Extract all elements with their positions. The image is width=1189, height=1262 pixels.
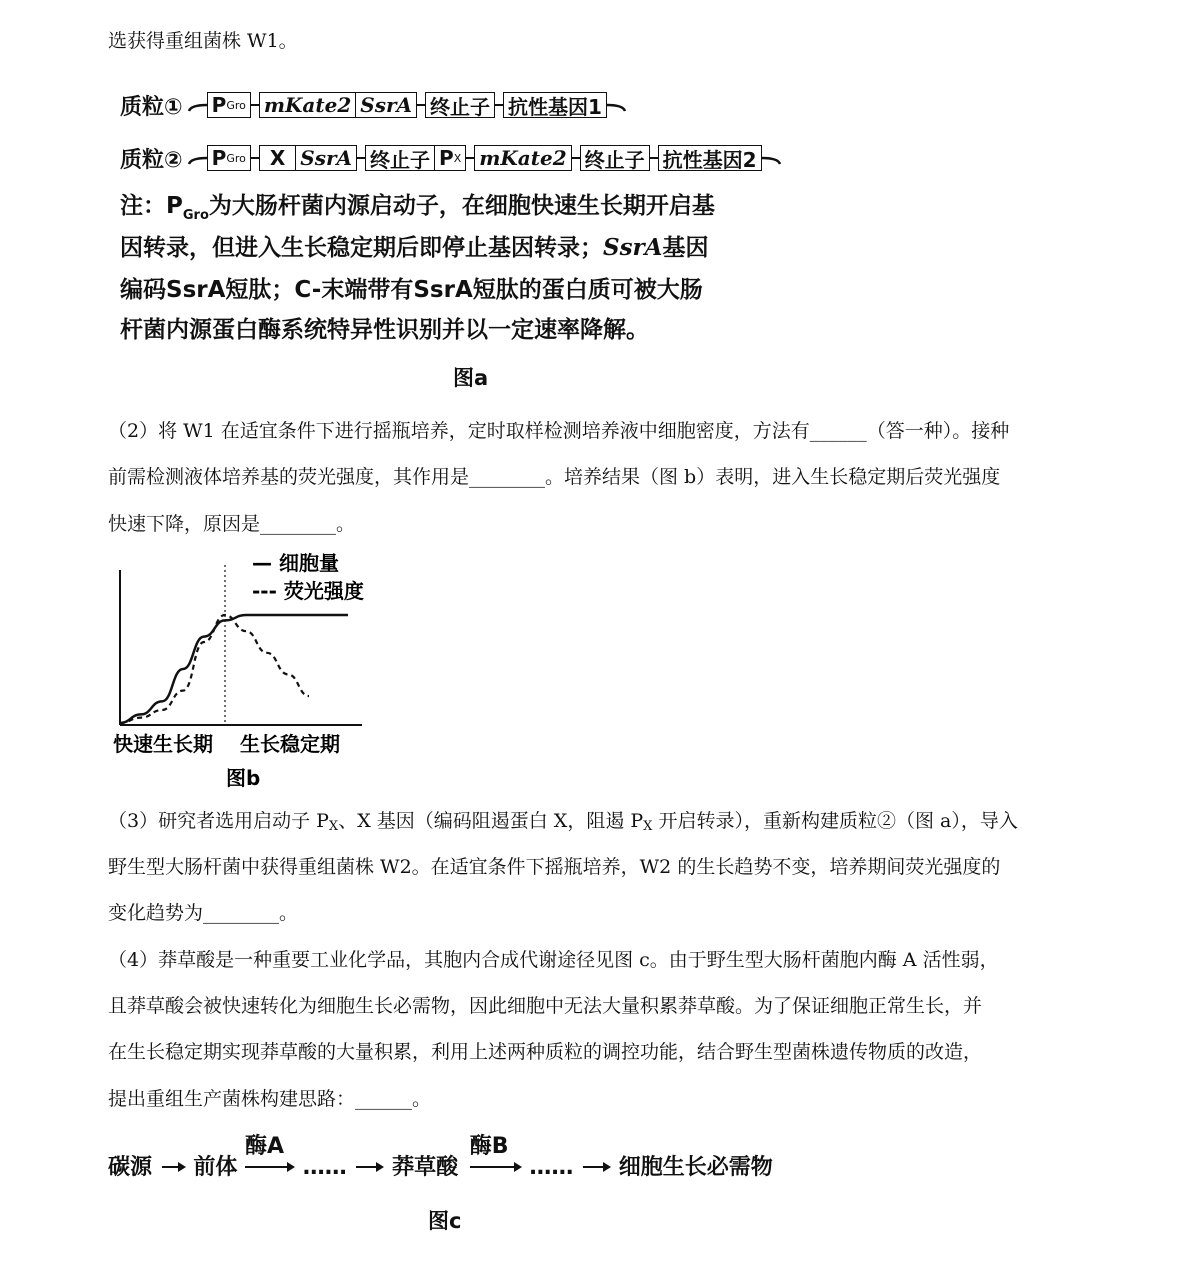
plasmid-2-diagram <box>120 141 782 175</box>
q3-line-2: 野生型大肠杆菌中获得重组菌株 W2。在适宜条件下摇瓶培养，W2 的生长趋势不变，培养期间荧光强度的 <box>108 856 1001 878</box>
plasmid-end-right-icon <box>762 148 782 168</box>
q2-line-3: 快速下降，原因是________。 <box>108 513 356 535</box>
note-line-4: 杆菌内源蛋白酶系统特异性识别并以一定速率降解。 <box>120 317 649 343</box>
q2-line-2: 前需检测液体培养基的荧光强度，其作用是________。培养结果（图 b）表明，进入生长稳定期后荧光强度 <box>108 466 1001 488</box>
q4-line-2: 且莽草酸会被快速转化为细胞生长必需物，因此细胞中无法大量积累莽草酸。为了保证细胞正常生长，并 <box>108 995 983 1017</box>
figure-b-caption: 图b <box>226 766 261 790</box>
mkate2-box: mKate2 <box>259 92 356 118</box>
plasmid-end-right-icon <box>607 95 627 115</box>
note-line-3: 编码SsrA短肽；C-末端带有SsrA短肽的蛋白质可被大肠 <box>120 277 703 303</box>
plasmid-end-left-icon <box>187 95 207 115</box>
x-label-fast-growth: 快速生长期 <box>113 732 213 756</box>
dots-2: …… <box>529 1155 574 1180</box>
promoter-pgro-box: P Gro <box>207 145 251 171</box>
note-line-2: 因转录，但进入生长稳定期后即停止基因转录；SsrA基因 <box>120 234 709 261</box>
node-precursor: 前体 <box>193 1155 238 1180</box>
ssra-box: SsrA <box>356 92 417 118</box>
arrow-icon <box>466 1160 522 1174</box>
enzyme-a-arrow <box>245 1134 295 1180</box>
pathway-diagram <box>108 1134 773 1181</box>
plasmid-2-label: 质粒② <box>120 147 183 173</box>
resistance-gene-2-box: 抗性基因2 <box>658 145 762 171</box>
dots-1: …… <box>302 1155 347 1180</box>
gene-x-box: X <box>259 145 296 171</box>
q4-line-4: 提出重组生产菌株构建思路：______。 <box>108 1088 432 1110</box>
node-growth-essentials: 细胞生长必需物 <box>618 1155 773 1180</box>
enzyme-b-arrow <box>466 1134 522 1180</box>
arrow-icon <box>245 1160 295 1174</box>
legend-cell-count: — 细胞量 <box>252 551 339 575</box>
arrow-icon <box>581 1160 611 1174</box>
promoter-px-box: P X <box>435 145 466 171</box>
series-cell-count-line <box>120 615 348 723</box>
q4-line-1: （4）莽草酸是一种重要工业化学品，其胞内合成代谢途径见图 c。由于野生型大肠杆菌胞内酶 A 活性弱， <box>108 949 999 971</box>
x-label-stationary: 生长稳定期 <box>240 732 340 756</box>
mkate2-box: mKate2 <box>474 145 571 171</box>
terminator-box: 终止子 <box>365 145 435 171</box>
q4-line-3: 在生长稳定期实现莽草酸的大量积累，利用上述两种质粒的调控功能，结合野生型菌株遗传物质的改造， <box>108 1041 983 1063</box>
q2-line-1: （2）将 W1 在适宜条件下进行摇瓶培养，定时取样检测培养液中细胞密度，方法有______（答一种）。接种 <box>108 420 1010 442</box>
node-carbon-source: 碳源 <box>108 1155 153 1180</box>
legend-fluorescence: --- 荧光强度 <box>252 579 364 603</box>
q3-line-1: （3）研究者选用启动子 PX、X 基因（编码阻遏蛋白 X，阻遏 PX 开启转录），重新构建质粒②（图 a），导入 <box>108 810 1018 834</box>
q3-line-3: 变化趋势为________。 <box>108 902 299 924</box>
arrow-icon <box>354 1160 384 1174</box>
figure-a-caption: 图a <box>453 366 489 390</box>
plasmid-end-left-icon <box>187 148 207 168</box>
intro-line: 选获得重组菌株 W1。 <box>108 30 298 52</box>
note-line-1: 注：$P_{Gro}$为大肠杆菌内源启动子，在细胞快速生长期开启基 <box>120 193 715 223</box>
plasmid-1-label: 质粒① <box>120 94 183 120</box>
terminator-box: 终止子 <box>580 145 650 171</box>
enzyme-b-label: 酶B <box>469 1134 509 1159</box>
promoter-pgro-box: P Gro <box>207 92 251 118</box>
arrow-icon <box>160 1160 186 1174</box>
plasmid-1-diagram <box>120 88 627 122</box>
series-fluorescence-line <box>120 615 309 723</box>
node-shikimic-acid: 莽草酸 <box>392 1155 459 1180</box>
enzyme-a-label: 酶A <box>245 1134 285 1159</box>
resistance-gene-1-box: 抗性基因1 <box>503 92 607 118</box>
figure-c-caption: 图c <box>428 1209 462 1233</box>
terminator-box: 终止子 <box>425 92 495 118</box>
growth-fluorescence-chart <box>100 545 400 795</box>
ssra-box: SsrA <box>296 145 357 171</box>
